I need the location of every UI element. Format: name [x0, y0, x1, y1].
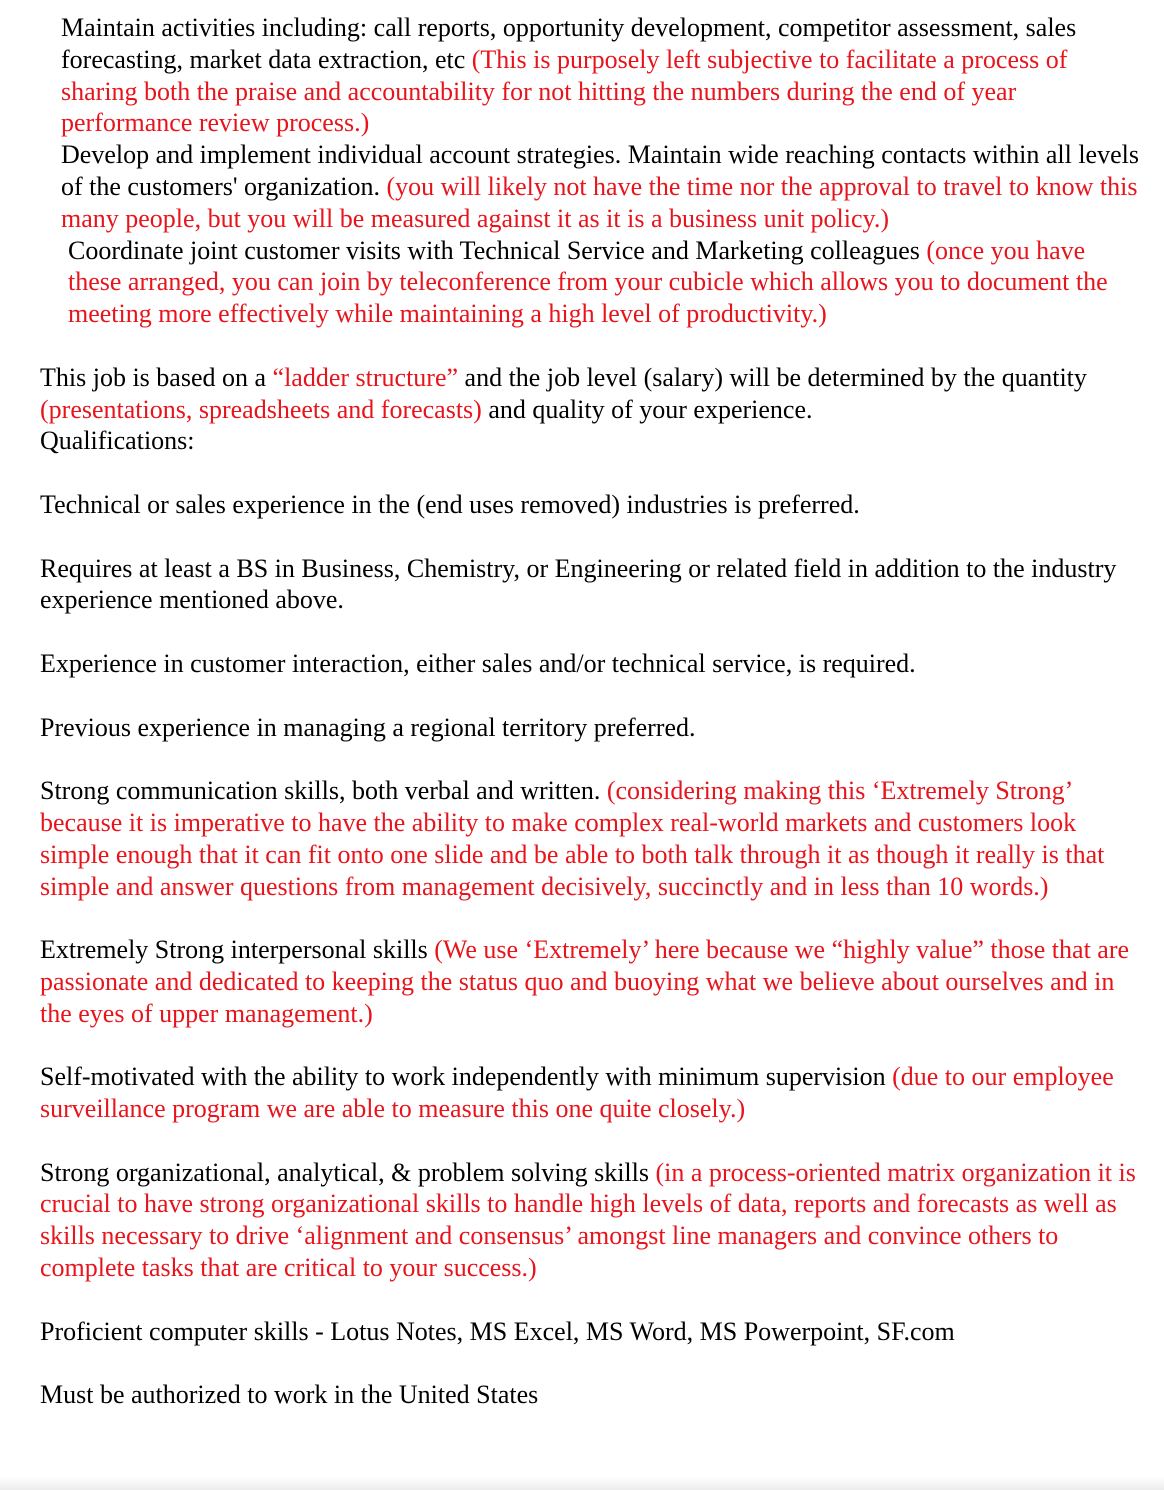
body-text: Self-motivated with the ability to work independently with minimum supervision — [40, 1062, 893, 1092]
paragraph-gap — [40, 616, 1140, 648]
qualification-communication — [40, 775, 1140, 902]
qualification-interpersonal — [40, 934, 1140, 1029]
qualification-computer-skills: Proficient computer skills - Lotus Notes, MS Excel, MS Word, MS Powerpoint, SF.com — [40, 1316, 955, 1346]
paragraph-gap — [40, 1125, 1140, 1157]
paragraph-gap — [40, 902, 1140, 934]
body-text: Strong communication skills, both verbal and written. — [40, 776, 607, 806]
responsibility-call-reports — [40, 12, 1140, 139]
qualification-customer-interaction: Experience in customer interaction, either sales and/or technical service, is required. — [40, 648, 916, 678]
annotation-note: (We use ‘Extremely’ here because we “highly value” those that are passionate and dedicated to keeping the status quo and buoying what we believe about ourselves and in the eyes of upper management.) — [40, 935, 1130, 1028]
paragraph-gap — [40, 680, 1140, 712]
document-page — [40, 12, 1140, 1411]
responsibility-customer-visits — [40, 235, 1140, 330]
annotation-note: (once you have these arranged, you can join by teleconference from your cubicle which allows you to document the meeting more effectively while maintaining a high level of productivity.) — [68, 235, 1108, 329]
annotation-highlight: “ladder structure” — [272, 362, 459, 392]
paragraph-gap — [40, 521, 1140, 553]
paragraph-gap — [40, 330, 1140, 362]
qualifications-heading: Qualifications: — [40, 426, 195, 456]
annotation-note: (presentations, spreadsheets and forecasts) — [40, 394, 482, 424]
annotation-note: (due to our employee surveillance program we are able to measure this one quite closely.) — [40, 1062, 1114, 1124]
body-text: Maintain activities including: call reports, opportunity development, competitor assessment, sales forecasting, market data extraction, etc — [61, 13, 1077, 74]
body-text: Strong organizational, analytical, & problem solving skills — [40, 1157, 656, 1187]
paragraph-gap — [40, 1347, 1140, 1379]
paragraph-gap — [40, 457, 1140, 489]
annotation-note: (This is purposely left subjective to facilitate a process of sharing both the praise and accountability for not hitting the numbers during the end of year performance review process.) — [61, 44, 1068, 138]
page-bottom-shadow — [0, 1476, 1164, 1490]
responsibility-account-strategies — [40, 139, 1140, 234]
paragraph-gap — [40, 1284, 1140, 1316]
paragraph-gap — [40, 743, 1140, 775]
body-text: Extremely Strong interpersonal skills — [40, 935, 435, 965]
body-text: Coordinate joint customer visits with Technical Service and Marketing colleagues — [68, 235, 927, 265]
qualification-regional-territory: Previous experience in managing a regional territory preferred. — [40, 712, 696, 742]
qualification-degree: Requires at least a BS in Business, Chemistry, or Engineering or related field in addition to the industry experience mentioned above. — [40, 553, 1117, 615]
annotation-note: (considering making this ‘Extremely Strong’ because it is imperative to have the ability to make complex real-world markets and customers look simple enough that it can fit onto one slide and be able to both talk through it as though it really is that simple and answer questions from management decisively, succinctly and in less than 10 words.) — [40, 776, 1105, 901]
ladder-structure-paragraph — [40, 362, 1140, 426]
body-text: This job is based on a — [40, 362, 273, 392]
annotation-note: (you will likely not have the time nor the approval to travel to know this many people, but you will be measured against it as it is a business unit policy.) — [61, 171, 1138, 233]
body-text: Develop and implement individual account strategies. Maintain wide reaching contacts within all levels of the customers' organization. — [61, 140, 1139, 201]
annotation-note: (in a process-oriented matrix organization it is crucial to have strong organizational skills to handle high levels of data, reports and forecasts as well as skills necessary to drive ‘alignment and consensus’ amongst line managers and convince others to complete tasks that are critical to your success.) — [40, 1157, 1136, 1283]
qualification-self-motivated — [40, 1061, 1140, 1125]
qualification-industry-experience: Technical or sales experience in the (end uses removed) industries is preferred. — [40, 489, 860, 519]
qualification-work-authorization: Must be authorized to work in the United States — [40, 1380, 539, 1410]
qualification-organizational — [40, 1157, 1140, 1284]
body-text: and the job level (salary) will be determined by the quantity — [458, 362, 1087, 392]
body-text: and quality of your experience. — [481, 394, 813, 424]
paragraph-gap — [40, 1030, 1140, 1062]
